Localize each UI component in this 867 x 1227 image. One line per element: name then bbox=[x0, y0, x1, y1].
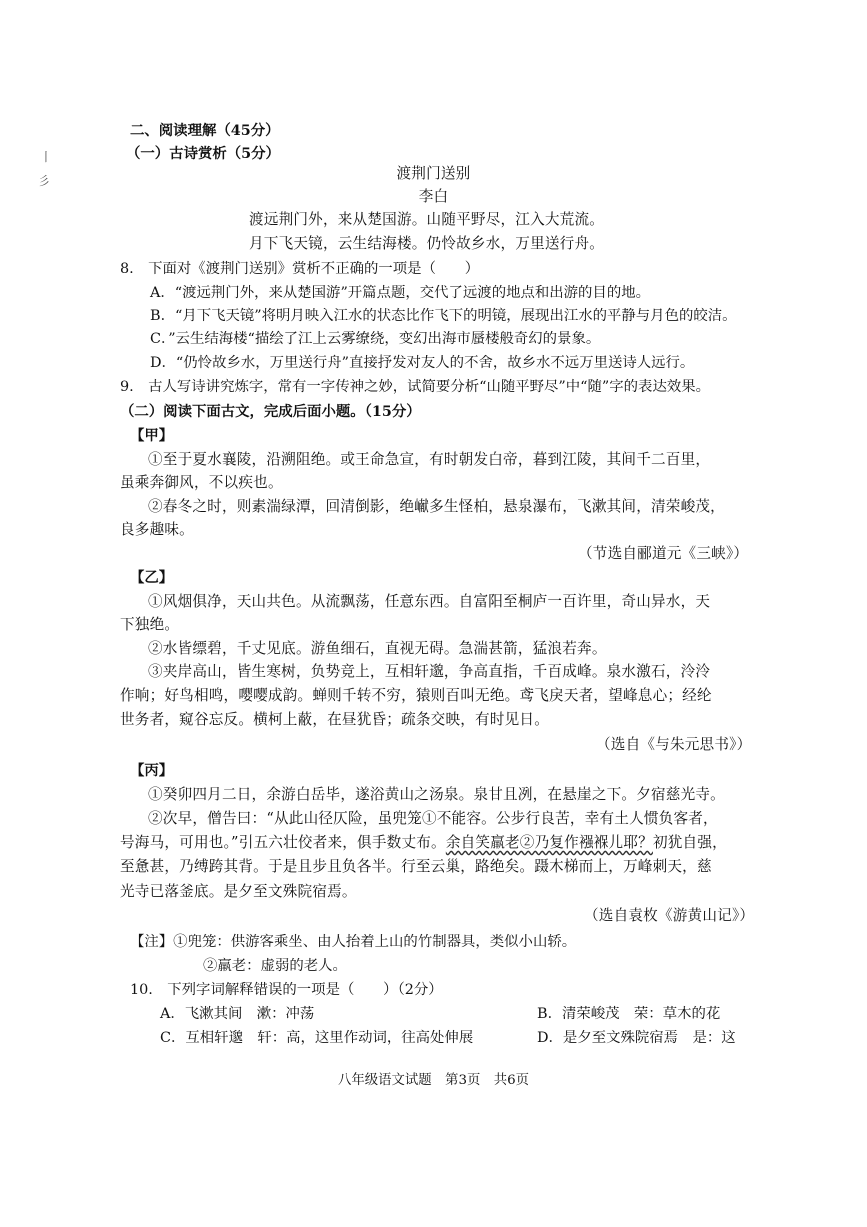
poem-line: 月下飞天镜，云生结海楼。仍怜故乡水，万里送行舟。 bbox=[249, 235, 605, 252]
passage-yi-text: ②水皆缥碧，千丈见底。游鱼细石，直视无碍。急湍甚箭，猛浪若奔。 bbox=[148, 640, 607, 657]
margin-mark-2: 彡 bbox=[38, 174, 51, 188]
passage-bing-text bbox=[120, 833, 727, 853]
part-title-classical: （二）阅读下面古文，完成后面小题。（15分） bbox=[120, 403, 421, 420]
passage-jia-text: 虽乘奔御风，不以疾也。 bbox=[120, 474, 283, 491]
part-title-poem: （一）古诗赏析（5分） bbox=[126, 145, 280, 162]
passage-yi-text: 作响；好鸟相鸣，嘤嘤成韵。蝉则千转不穷，猿则百叫无绝。鸢飞戾天者，望峰息心；经纶 bbox=[120, 687, 712, 704]
passage-yi-text: 世务者，窥谷忘反。横柯上蔽，在昼犹昏；疏条交映，有时见日。 bbox=[120, 711, 550, 728]
passage-bing-text: 至惫甚，乃缚跨其背。于是且步且负各半。行至云巢，路绝矣。蹑木梯而上，万峰刺天，慈 bbox=[120, 858, 712, 875]
passage-bing-label: 【丙】 bbox=[130, 762, 174, 779]
poem-author: 李白 bbox=[418, 188, 449, 205]
note-1: 【注】①兜笼：供游客乘坐、由人抬着上山的竹制器具，类似小山轿。 bbox=[130, 934, 577, 950]
wavy-underlined-sentence: 余自笑羸老②乃复作襁褓儿耶？ bbox=[445, 834, 653, 851]
passage-bing-text-part: 号海马，可用也。”引五六壮佼者来，俱手数丈布。 bbox=[120, 834, 446, 851]
passage-jia-text: 良多趣味。 bbox=[120, 521, 194, 538]
question-8-option-b: B．“月下飞天镜”将明月映入江水的状态比作飞下的明镜，展现出江水的平静与月色的皎洁。 bbox=[150, 308, 737, 324]
poem-title: 渡荆门送别 bbox=[396, 165, 471, 182]
poem-line: 渡远荆门外，来从楚国游。山随平野尽，江入大荒流。 bbox=[249, 211, 605, 228]
passage-jia-label: 【甲】 bbox=[130, 427, 174, 444]
passage-jia-source: （节选自郦道元《三峡》） bbox=[578, 545, 749, 562]
passage-bing-text: ①癸卯四月二日，余游白岳毕，遂浴黄山之汤泉。泉甘且冽，在悬崖之下。夕宿慈光寺。 bbox=[148, 786, 725, 803]
margin-mark-1: 丨 bbox=[40, 150, 53, 164]
question-8-stem: 8. 下面对《渡荆门送别》赏析不正确的一项是（ ） bbox=[120, 261, 480, 277]
passage-yi-text: 下独绝。 bbox=[120, 616, 180, 633]
section-title: 二、阅读理解（45分） bbox=[130, 122, 280, 139]
note-2: ②羸老：虚弱的老人。 bbox=[203, 958, 347, 974]
question-10-stem: 10. 下列字词解释错误的一项是（ ）（2分） bbox=[130, 982, 443, 998]
passage-bing-text: ②次早，僧告曰：“从此山径仄险，虽兜笼①不能容。公步行良苦，幸有土人惯负客者， bbox=[148, 810, 718, 827]
passage-bing-text-part: 初犹自强， bbox=[652, 834, 727, 851]
passage-yi-text: ①风烟俱净，天山共色。从流飘荡，任意东西。自富阳至桐庐一百许里，奇山异水，天 bbox=[148, 593, 711, 610]
passage-yi-text: ③夹岸高山，皆生寒树，负势竞上，互相轩邈，争高直指，千百成峰。泉水激石，泠泠 bbox=[148, 663, 711, 680]
question-8-option-d: D．“仍怜故乡水，万里送行舟”直接抒发对友人的不舍，故乡水不远万里送诗人远行。 bbox=[150, 355, 695, 371]
passage-jia-text: ②春冬之时，则素湍绿潭，回清倒影，绝𪩘多生怪柏，悬泉瀑布，飞漱其间，清荣峻茂， bbox=[148, 498, 725, 515]
passage-jia-text: ①至于夏水襄陵，沿溯阻绝。或王命急宣，有时朝发白帝，暮到江陵，其间千二百里， bbox=[148, 451, 711, 468]
passage-bing-text: 光寺已落釜底。是夕至文殊院宿焉。 bbox=[120, 883, 357, 900]
passage-yi-label: 【乙】 bbox=[130, 569, 174, 586]
question-10-option-d: D．是夕至文殊院宿焉 是：这 bbox=[537, 1030, 736, 1046]
passage-bing-source: （选自袁枚《游黄山记》） bbox=[584, 907, 755, 924]
question-10-option-a: A．飞漱其间 漱：冲荡 bbox=[160, 1006, 315, 1022]
question-8-option-a: A．“渡远荆门外，来从楚国游”开篇点题，交代了远渡的地点和出游的目的地。 bbox=[150, 285, 650, 301]
question-9: 9. 古人写诗讲究炼字，常有一字传神之妙，试简要分析“山随平野尽”中“随”字的表达效果。 bbox=[120, 379, 711, 395]
passage-yi-source: （选自《与朱元思书》） bbox=[596, 736, 752, 753]
page-footer: 八年级语文试题 第3页 共6页 bbox=[337, 1073, 530, 1088]
question-8-option-c: C．”云生结海楼“描绘了江上云雾缭绕，变幻出海市蜃楼般奇幻的景象。 bbox=[150, 331, 601, 347]
question-10-option-c: C．互相轩邈 轩：高，这里作动词，往高处伸展 bbox=[160, 1030, 474, 1046]
question-10-option-b: B．清荣峻茂 荣：草木的花 bbox=[537, 1006, 721, 1022]
